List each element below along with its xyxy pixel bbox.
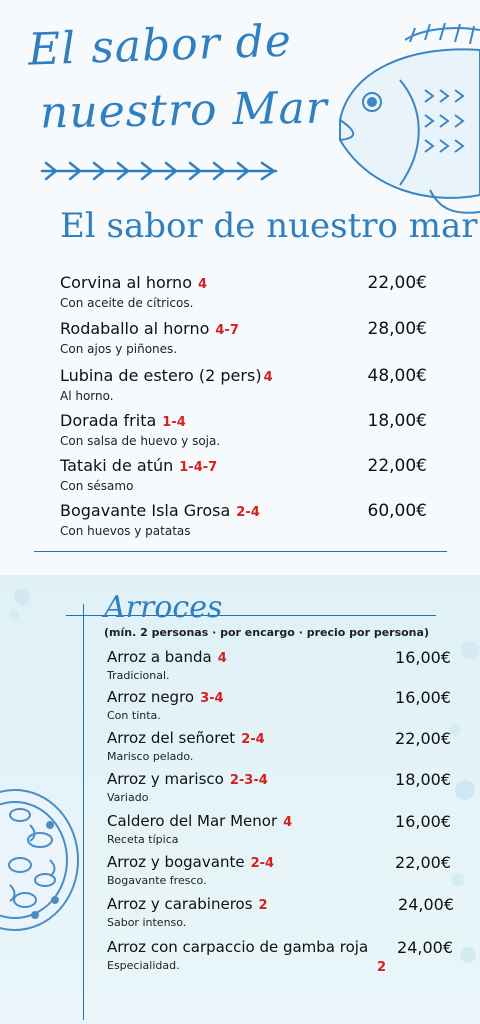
allergen-codes: 4 — [263, 370, 273, 385]
item-description: Variado — [107, 791, 149, 804]
item-price: 60,00€ — [367, 501, 427, 521]
menu-item — [60, 366, 273, 403]
paella-illustration-icon — [0, 785, 80, 935]
allergen-codes: 2-4 — [236, 505, 260, 520]
menu-item — [107, 648, 227, 682]
item-name: Arroz con carpaccio de gamba roja — [107, 938, 369, 956]
menu-item — [107, 729, 265, 763]
allergen-codes: 2-4 — [241, 732, 265, 747]
allergen-codes: 2 — [258, 898, 268, 913]
allergen-codes: 2-3-4 — [229, 773, 268, 788]
item-description: Bogavante fresco. — [107, 874, 207, 887]
item-name: Bogavante Isla Grosa — [60, 501, 231, 520]
hero-title-line2: nuestro Mar — [39, 82, 329, 139]
item-description: Con aceite de cítricos. — [60, 296, 194, 310]
item-price: 28,00€ — [367, 319, 427, 339]
menu-item — [60, 273, 207, 310]
item-price: 16,00€ — [395, 812, 451, 831]
fish-illustration-icon — [330, 20, 480, 220]
item-name: Rodaballo al horno — [60, 319, 210, 338]
item-description: Al horno. — [60, 389, 114, 403]
rice-section-title: Arroces — [104, 590, 223, 625]
item-description: Con tinta. — [107, 709, 161, 722]
item-price: 22,00€ — [367, 273, 427, 293]
menu-item — [107, 853, 274, 887]
allergen-codes: 1-4 — [162, 415, 186, 430]
rice-side-rule — [83, 604, 84, 1020]
seafood-section-title: El sabor de nuestro mar — [60, 206, 478, 246]
item-description: Sabor intenso. — [107, 916, 187, 929]
item-name: Dorada frita — [60, 411, 157, 430]
item-name: Arroz y carabineros — [107, 895, 253, 913]
allergen-codes: 2 — [377, 960, 387, 975]
item-name: Corvina al horno — [60, 273, 192, 292]
menu-item — [60, 501, 260, 538]
item-name: Arroz negro — [107, 688, 195, 706]
item-price: 24,00€ — [397, 938, 453, 957]
item-price: 22,00€ — [395, 853, 451, 872]
item-name: Arroz del señoret — [107, 729, 236, 747]
menu-item — [107, 938, 368, 972]
item-description: Especialidad. — [107, 959, 180, 972]
item-description: Tradicional. — [107, 669, 170, 682]
item-price: 22,00€ — [395, 729, 451, 748]
item-name: Tataki de atún — [60, 456, 174, 475]
item-name: Arroz y marisco — [107, 770, 224, 788]
item-description: Con salsa de huevo y soja. — [60, 434, 221, 448]
item-description: Con huevos y patatas — [60, 524, 191, 538]
arrow-divider-icon — [40, 160, 280, 182]
item-price: 22,00€ — [367, 456, 427, 476]
rice-section-subtitle: (mín. 2 personas · por encargo · precio por persona) — [104, 626, 429, 639]
item-description: Receta típica — [107, 833, 179, 846]
item-description: Marisco pelado. — [107, 750, 194, 763]
menu-item — [107, 812, 292, 846]
hero-title-line1: El sabor de — [27, 15, 293, 76]
item-price: 18,00€ — [395, 770, 451, 789]
item-price: 16,00€ — [395, 648, 451, 667]
menu-item — [107, 770, 268, 804]
item-name: Arroz y bogavante — [107, 853, 245, 871]
allergen-codes: 4 — [217, 651, 227, 666]
menu-item — [107, 895, 268, 929]
menu-item — [60, 411, 220, 448]
menu-item — [60, 319, 239, 356]
item-price: 16,00€ — [395, 688, 451, 707]
allergen-codes: 1-4-7 — [179, 460, 218, 475]
item-name: Caldero del Mar Menor — [107, 812, 278, 830]
item-name: Lubina de estero (2 pers) — [60, 366, 262, 385]
item-price: 24,00€ — [398, 895, 454, 914]
item-description: Con sésamo — [60, 479, 134, 493]
allergen-codes: 4-7 — [215, 323, 239, 338]
item-name: Arroz a banda — [107, 648, 212, 666]
allergen-codes: 3-4 — [200, 691, 224, 706]
allergen-codes: 4 — [283, 815, 293, 830]
menu-item — [60, 456, 217, 493]
item-description: Con ajos y piñones. — [60, 342, 178, 356]
item-price: 48,00€ — [367, 366, 427, 386]
menu-item — [107, 688, 224, 722]
allergen-codes: 2-4 — [250, 856, 275, 871]
allergen-codes: 4 — [197, 277, 208, 292]
item-price: 18,00€ — [367, 411, 427, 431]
section-divider — [34, 551, 447, 552]
